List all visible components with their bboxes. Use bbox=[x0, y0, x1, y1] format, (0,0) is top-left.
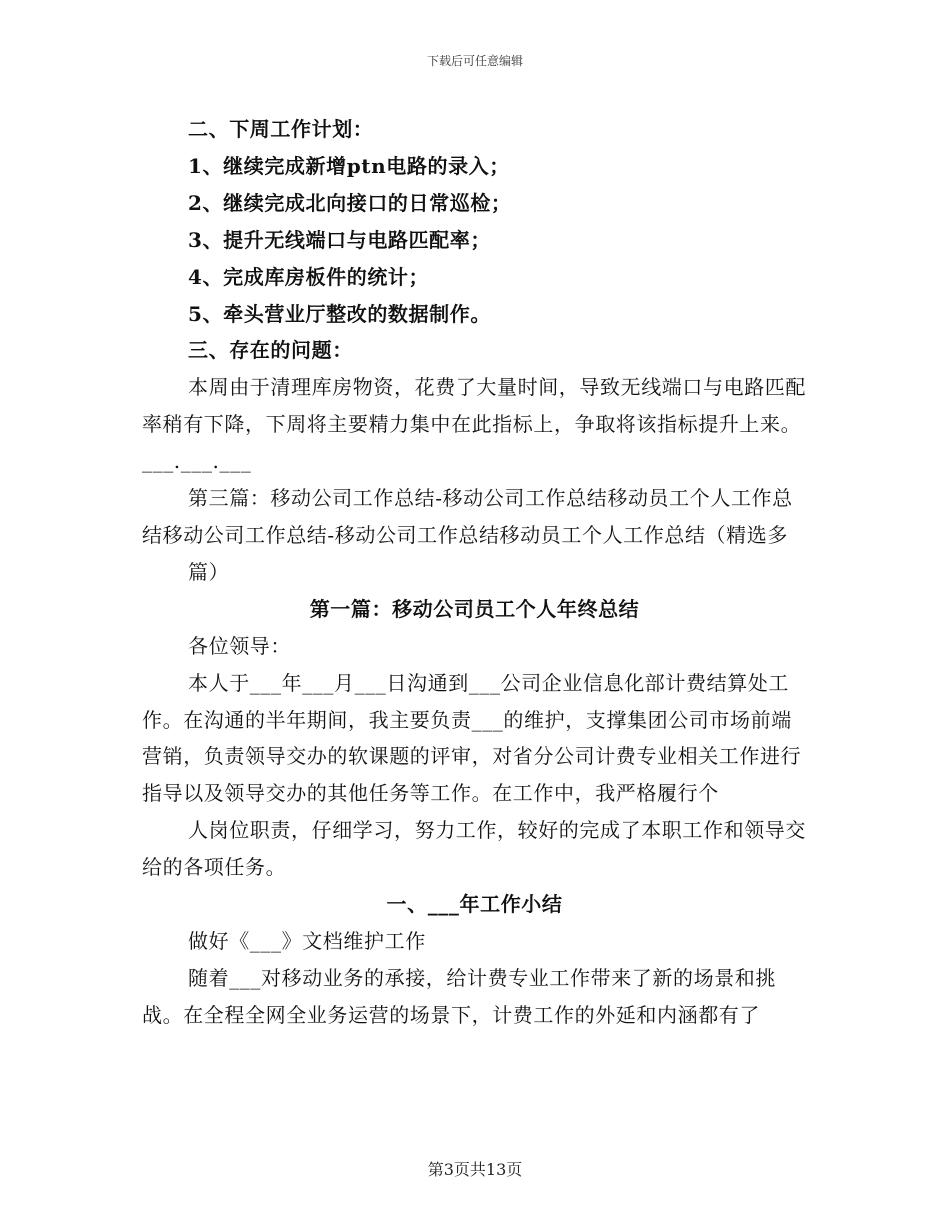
body-paragraph-challenges: 随着___对移动业务的承接，给计费专业工作带来了新的场景和挑战。在全程全网全业务运营的场景下，计费工作的外延和内涵都有了 bbox=[142, 965, 776, 1027]
section-heading-next-week-plan: 二、下周工作计划： bbox=[188, 117, 374, 141]
plan-item-5: 5、牵头营业厅整改的数据制作。 bbox=[188, 301, 491, 326]
problems-paragraph: 本周由于清理库房物资，花费了大量时间，导致无线端口与电路匹配率稍有下降，下周将主要精力集中在此指标上，争取将该指标提升上来。___.___.___ bbox=[142, 375, 806, 474]
section-heading-year-summary: 一、___年工作小结 bbox=[386, 892, 563, 917]
page-footer: 第3页共13页 bbox=[427, 1160, 523, 1179]
salutation: 各位领导： bbox=[188, 633, 291, 658]
third-article-title: 第三篇：移动公司工作总结-移动公司工作总结移动员工个人工作总结移动公司工作总结-移动公司工作总结移动员工个人工作总结（精选多 bbox=[142, 486, 793, 547]
page-header: 下载后可任意编辑 bbox=[426, 54, 523, 68]
subheading-doc-maintenance: 做好《___》文档维护工作 bbox=[188, 928, 426, 953]
plan-item-1: 1、继续完成新增ptn电路的录入； bbox=[188, 153, 510, 178]
document-body bbox=[142, 111, 807, 1034]
intro-paragraph-continued: 人岗位职责，仔细学习，努力工作，较好的完成了本职工作和领导交给的各项任务。 bbox=[142, 818, 806, 880]
third-article-title-continued: 篇） bbox=[188, 559, 230, 584]
plan-item-3: 3、提升无线端口与电路匹配率； bbox=[188, 227, 491, 252]
article-heading: 第一篇：移动公司员工个人年终总结 bbox=[309, 596, 640, 621]
plan-item-4: 4、完成库房板件的统计； bbox=[188, 264, 430, 289]
section-heading-problems: 三、存在的问题： bbox=[188, 338, 353, 363]
intro-paragraph: 本人于___年___月___日沟通到___公司企业信息化部计费结算处工作。在沟通的半年期间，我主要负责___的维护，支撑集团公司市场前端营销，负责领导交办的软课题的评审，对省分公司计费专业相关工作进行指导以及领导交办的其他任务等工作。在工作中，我严格履行个 bbox=[142, 670, 802, 806]
plan-item-2: 2、继续完成北向接口的日常巡检； bbox=[188, 190, 512, 215]
